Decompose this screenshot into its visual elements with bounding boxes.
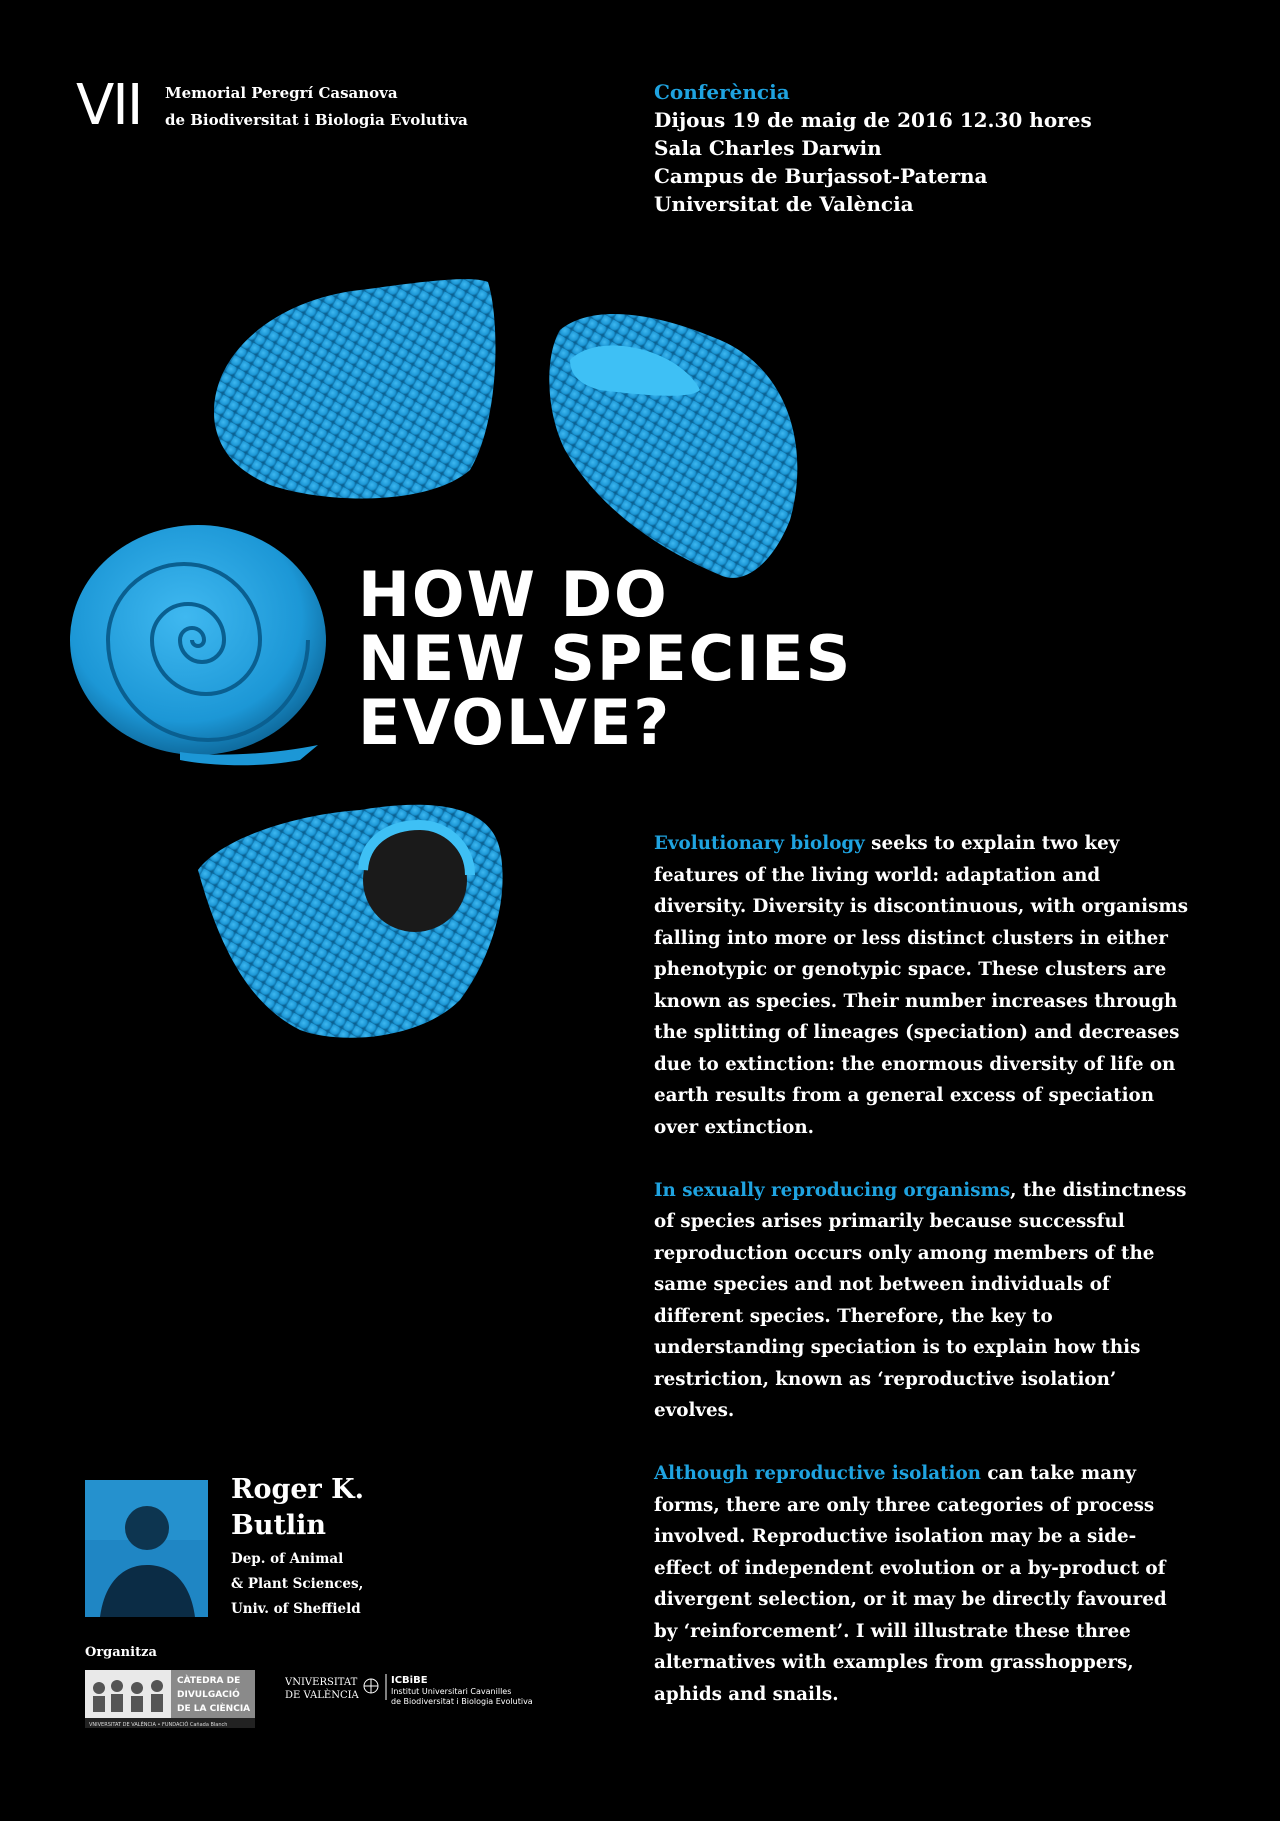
uv-icbibe-logos <box>285 1670 565 1714</box>
catedra-line-2: DIVULGACIÓ <box>177 1690 240 1700</box>
speaker-name-line-2: Butlin <box>231 1510 327 1541</box>
paragraph-2-text: , the distinctness of species arises primarily because successful reproduction occurs only among members of the same species and not between individuals of different species. Therefore, the key to understanding speciation is to explain how this restriction, known as ‘reproductive isolation’ evolves. <box>654 1179 1187 1421</box>
event-date: Dijous 19 de maig de 2016 12.30 hores <box>654 108 1092 132</box>
memorial-line-1: Memorial Peregrí Casanova <box>165 84 398 102</box>
event-room: Sala Charles Darwin <box>654 136 882 160</box>
shell-bottom-aperture <box>198 805 503 1038</box>
uv-line-2: DE VALÈNCIA <box>285 1690 359 1701</box>
title-line-2: NEW SPECIES <box>358 622 853 695</box>
poster-title <box>358 558 853 759</box>
speaker-name <box>231 1472 364 1544</box>
uv-line-1: VNIVERSITAT <box>285 1677 358 1688</box>
shell-top-right <box>549 314 797 578</box>
shell-left-spiral <box>70 525 326 765</box>
event-label: Conferència <box>654 80 790 104</box>
affiliation-line-3: Univ. of Sheffield <box>231 1601 361 1617</box>
icbibe-line-1: Institut Universitari Cavanilles <box>391 1687 512 1696</box>
icbibe-line-2: de Biodiversitat i Biologia Evolutiva <box>391 1697 533 1706</box>
title-line-3: EVOLVE? <box>358 686 672 759</box>
title-line-1: HOW DO <box>358 558 669 631</box>
abstract <box>654 828 1194 1742</box>
speaker-affiliation <box>231 1547 363 1622</box>
affiliation-line-2: & Plant Sciences, <box>231 1576 364 1592</box>
shell-top-left <box>214 279 496 498</box>
roman-numeral: VII <box>76 73 142 138</box>
abstract-paragraph-1 <box>654 828 1194 1143</box>
catedra-line-1: CÀTEDRA DE <box>177 1676 241 1686</box>
organizers-label: Organitza <box>85 1645 157 1660</box>
catedra-footer: VNIVERSITAT DE VALÈNCIA • FUNDACIÓ Cañada Blanch <box>89 1722 228 1728</box>
catedra-divulgacio-logo <box>85 1670 255 1728</box>
catedra-line-3: DE LA CIÈNCIA <box>177 1704 251 1714</box>
memorial-line-2: de Biodiversitat i Biologia Evolutiva <box>165 111 468 129</box>
abstract-paragraph-3 <box>654 1458 1194 1710</box>
highlight-reproductive-isolation: Although reproductive isolation <box>654 1463 981 1484</box>
paragraph-1-text: seeks to explain two key features of the living world: adaptation and diversity. Diversity is discontinuous, with organisms falling into more or less distinct clusters in either phenotypic or genotypic space. These clusters are known as species. Their number increases through the splitting of lineages (speciation) and decreases due to extinction: the enormous diversity of life on earth results from a general excess of speciation over extinction. <box>654 833 1189 1138</box>
abstract-paragraph-2 <box>654 1175 1194 1427</box>
event-campus: Campus de Burjassot-Paterna <box>654 164 988 188</box>
uv-seal-icon <box>364 1679 378 1693</box>
event-university: Universitat de València <box>654 192 914 216</box>
icbibe-name: ICBiBE <box>391 1675 428 1686</box>
speaker-photo <box>85 1480 208 1617</box>
highlight-evolutionary-biology: Evolutionary biology <box>654 833 865 854</box>
paragraph-3-text: can take many forms, there are only three categories of process involved. Reproductive isolation may be a side-effect of independent evolution or a by-product of divergent selection, or it may be directly favoured by ‘reinforcement’. I will illustrate these three alternatives with examples from grasshoppers, aphids and snails. <box>654 1463 1167 1705</box>
highlight-sexually-reproducing: In sexually reproducing organisms <box>654 1179 1011 1201</box>
affiliation-line-1: Dep. of Animal <box>231 1551 344 1567</box>
speaker-name-line-1: Roger K. <box>231 1474 364 1505</box>
